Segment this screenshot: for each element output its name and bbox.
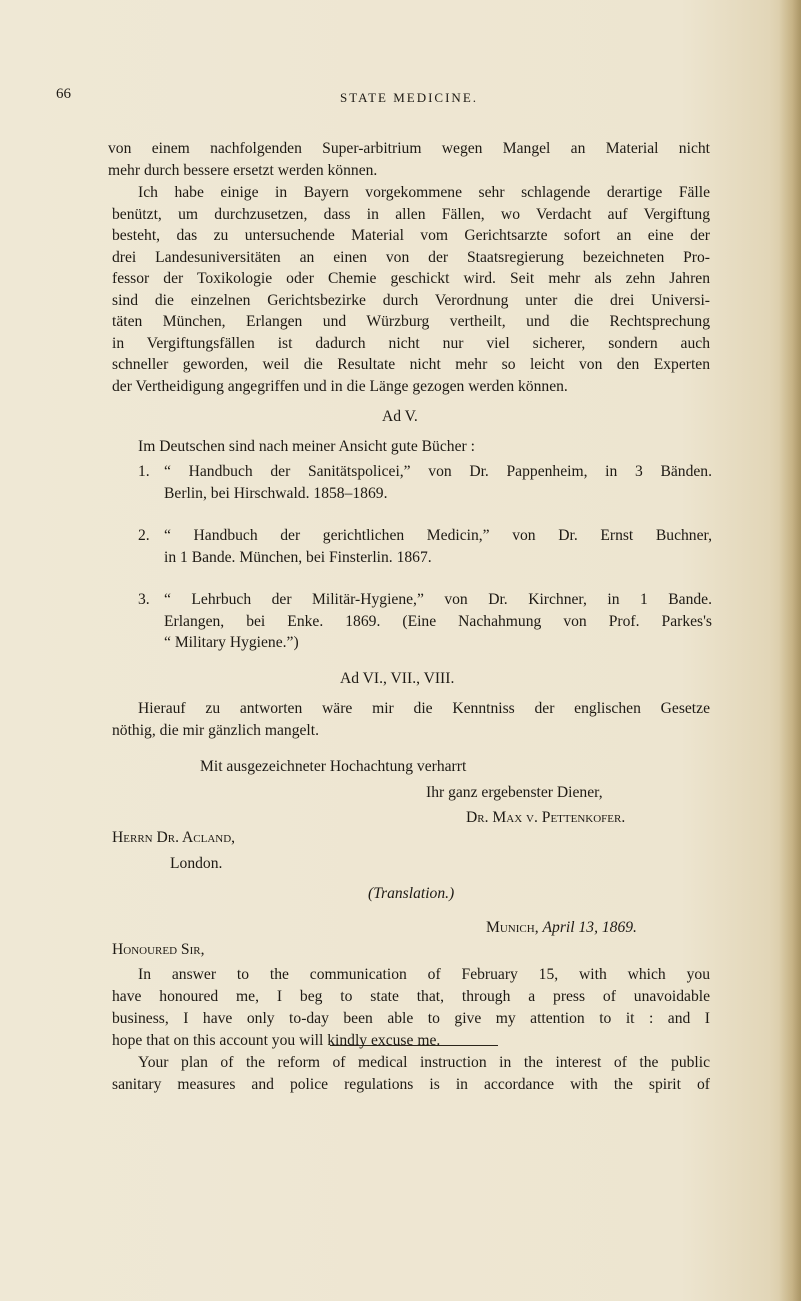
text-line: have honoured me, I beg to state that, through a press of unavoidable — [112, 988, 710, 1005]
closing-line: Mit ausgezeichneter Hochachtung verharrt — [200, 758, 467, 775]
section-heading-ad-vi-viii: Ad VI., VII., VIII. — [340, 670, 455, 687]
signature: Dr. Max v. Pettenkofer. — [466, 809, 626, 826]
text-line: business, I have only to-day been able to give my attention to it : and I — [112, 1010, 710, 1027]
list-number: 1. — [138, 463, 150, 480]
section-heading-ad-v: Ad V. — [382, 408, 418, 425]
page-number: 66 — [56, 86, 71, 102]
paragraph-bavaria — [112, 182, 710, 397]
text-line: Ich habe einige in Bayern vorgekommene sehr schlagende derartige Fälle — [138, 184, 710, 201]
text-line: drei Landesuniversitäten an einen von der Staatsregierung bezeichneten Pro- — [112, 248, 710, 266]
paragraph-answer — [112, 964, 710, 1052]
text-line: besteht, das zu untersuchende Material vom Gerichtsarzte sofort an eine der — [112, 227, 710, 244]
dateline-date: April 13, 1869. — [542, 919, 637, 936]
page-edge-shadow — [779, 0, 801, 1301]
books-intro: Im Deutschen sind nach meiner Ansicht gute Bücher : — [138, 438, 475, 455]
translation-label: (Translation.) — [368, 885, 455, 902]
paragraph-reform-plan — [112, 1052, 710, 1096]
text-line: Your plan of the reform of medical instruction in the interest of the public — [138, 1054, 710, 1071]
text-line: In answer to the communication of February 15, with which you — [138, 966, 710, 983]
text-line: fessor der Toxikologie oder Chemie geschickt wird. Seit mehr als zehn Jahren — [112, 270, 710, 287]
text-line: in Vergiftungsfällen ist dadurch nicht nur viel sicherer, sondern auch — [112, 334, 710, 352]
text-line: mehr durch bessere ersetzt werden können. — [108, 161, 378, 179]
running-head: STATE MEDICINE. — [340, 90, 479, 105]
closing-line-2: Ihr ganz ergebenster Diener, — [426, 784, 603, 801]
paragraph-continuation — [108, 138, 710, 181]
salutation: Honoured Sir, — [112, 941, 205, 958]
list-number: 2. — [138, 527, 150, 544]
text-line: Erlangen, bei Enke. 1869. (Eine Nachahmung von Prof. Parkes's — [164, 612, 712, 630]
addressee-name: Herrn Dr. Acland, — [112, 829, 236, 846]
text-line: von einem nachfolgenden Super-arbitrium wegen Mangel an Material nicht — [108, 140, 710, 157]
text-line: schneller geworden, weil die Resultate nicht mehr so leicht von den Experten — [112, 356, 710, 373]
dateline-place: Munich, — [486, 919, 539, 936]
list-number: 3. — [138, 591, 150, 608]
text-line: sanitary measures and police regulations is in accordance with the spirit of — [112, 1076, 710, 1093]
text-line: “ Lehrbuch der Militär-Hygiene,” von Dr. Kirchner, in 1 Bande. — [164, 591, 712, 608]
text-line: “ Military Hygiene.”) — [164, 634, 299, 651]
paragraph-english-laws — [112, 698, 710, 741]
text-line: sind die einzelnen Gerichtsbezirke durch Verordnung unter die drei Universi- — [112, 291, 710, 309]
text-line: “ Handbuch der gerichtlichen Medicin,” von Dr. Ernst Buchner, — [164, 527, 712, 544]
text-line: nöthig, die mir gänzlich mangelt. — [112, 721, 319, 739]
addressee-city: London. — [170, 855, 223, 872]
dateline — [486, 917, 637, 939]
text-line: “ Handbuch der Sanitätspolicei,” von Dr. Pappenheim, in 3 Bänden. — [164, 463, 712, 480]
text-line: täten München, Erlangen und Würzburg vertheilt, und die Rechtsprechung — [112, 313, 710, 330]
text-line: Berlin, bei Hirschwald. 1858–1869. — [164, 484, 388, 502]
text-line: der Vertheidigung angegriffen und in die Länge gezogen werden können. — [112, 377, 568, 395]
text-line: benützt, um durchzusetzen, dass in allen Fällen, wo Verdacht auf Vergiftung — [112, 205, 710, 223]
text-line: in 1 Bande. München, bei Finsterlin. 1867. — [164, 548, 432, 566]
text-line: Hierauf zu antworten wäre mir die Kenntniss der englischen Gesetze — [138, 700, 710, 717]
text-line: hope that on this account you will kindly excuse me. — [112, 1032, 441, 1049]
